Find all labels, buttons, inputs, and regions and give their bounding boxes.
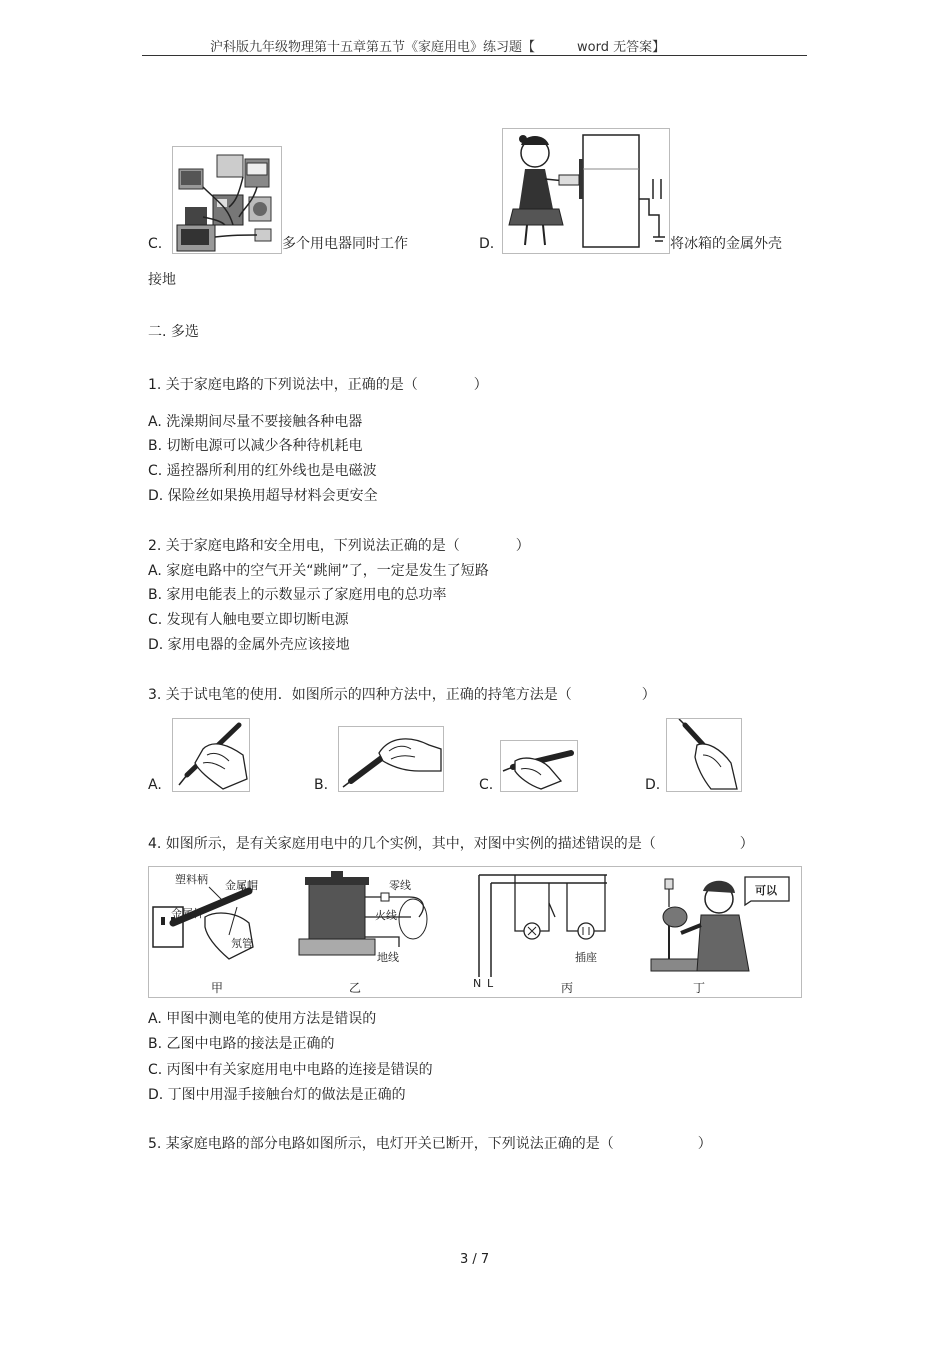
question-4-option-d: D. 丁图中用湿手接触台灯的做法是正确的	[148, 1087, 406, 1103]
question-1-option-b: B. 切断电源可以减少各种待机耗电	[148, 438, 363, 454]
prev-option-c-label: C.	[148, 236, 163, 252]
pen-grip-image-a	[172, 718, 250, 792]
label-ding: 丁	[693, 981, 706, 995]
label-plastic-handle: 塑料柄	[175, 873, 208, 886]
label-ground-wire: 地线	[377, 951, 399, 964]
section-title: 二. 多选	[148, 324, 199, 340]
question-3-option-b-label: B.	[314, 777, 329, 793]
question-2-option-a: A. 家庭电路中的空气开关“跳闸”了，一定是发生了短路	[148, 563, 489, 579]
header-title-left: 沪科版九年级物理第十五章第五节《家庭用电》练习题【	[210, 40, 536, 55]
question-1-option-c: C. 遥控器所利用的红外线也是电磁波	[148, 463, 377, 479]
prev-option-d-continuation: 接地	[148, 272, 176, 288]
label-jia: 甲	[211, 981, 224, 995]
header-divider	[142, 55, 807, 56]
label-neutral-wire: 零线	[389, 879, 411, 892]
question-3-stem: 3. 关于试电笔的使用．如图所示的四种方法中，正确的持笔方法是（ ）	[148, 687, 656, 703]
pen-grip-image-b	[338, 726, 444, 792]
label-neon-tube: 氖管	[231, 937, 253, 950]
question-1-stem: 1. 关于家庭电路的下列说法中，正确的是（ ）	[148, 377, 488, 393]
question-2-option-c: C. 发现有人触电要立即切断电源	[148, 612, 349, 628]
label-live-wire: 火线	[375, 909, 397, 922]
question-4-stem: 4. 如图所示，是有关家庭用电中的几个实例，其中，对图中实例的描述错误的是（ ）	[148, 836, 754, 852]
document-header	[210, 36, 665, 55]
label-bing: 丙	[561, 981, 574, 995]
question-2-option-b: B. 家用电能表上的示数显示了家庭用电的总功率	[148, 587, 447, 603]
question-2-stem: 2. 关于家庭电路和安全用电，下列说法正确的是（ ）	[148, 538, 530, 554]
header-title-right: word 无答案】	[577, 40, 666, 55]
label-l: L	[487, 977, 494, 990]
question-4-option-c: C. 丙图中有关家庭用电中电路的连接是错误的	[148, 1062, 433, 1078]
page-number: 3 / 7	[460, 1252, 490, 1267]
pen-grip-image-c	[500, 740, 578, 792]
prev-option-d-text: 将冰箱的金属外壳	[670, 236, 782, 252]
fridge-grounding-image	[502, 128, 670, 254]
question-2-option-d: D. 家用电器的金属外壳应该接地	[148, 637, 350, 653]
pen-grip-image-d	[666, 718, 742, 792]
appliances-image	[172, 146, 282, 254]
question-3-option-c-label: C.	[479, 777, 494, 793]
question-3-option-a-label: A.	[148, 777, 162, 793]
question-5-stem: 5. 某家庭电路的部分电路如图所示，电灯开关已断开，下列说法正确的是（ ）	[148, 1136, 712, 1152]
question-3-option-d-label: D.	[645, 777, 661, 793]
label-metal-rod: 金属杆	[171, 907, 204, 920]
label-speech-bubble: 可以	[755, 884, 777, 897]
label-metal-cap: 金属帽	[225, 879, 258, 892]
prev-option-d-label: D.	[479, 236, 495, 252]
label-socket: 插座	[575, 951, 597, 964]
question-4-option-a: A. 甲图中测电笔的使用方法是错误的	[148, 1011, 377, 1027]
question-1-option-a: A. 洗澡期间尽量不要接触各种电器	[148, 414, 363, 430]
question-4-figure	[148, 866, 802, 998]
question-1-option-d: D. 保险丝如果换用超导材料会更安全	[148, 488, 378, 504]
label-n: N	[473, 977, 482, 990]
label-yi: 乙	[349, 981, 362, 995]
prev-option-c-text: 多个用电器同时工作	[282, 236, 408, 252]
question-4-option-b: B. 乙图中电路的接法是正确的	[148, 1036, 335, 1052]
